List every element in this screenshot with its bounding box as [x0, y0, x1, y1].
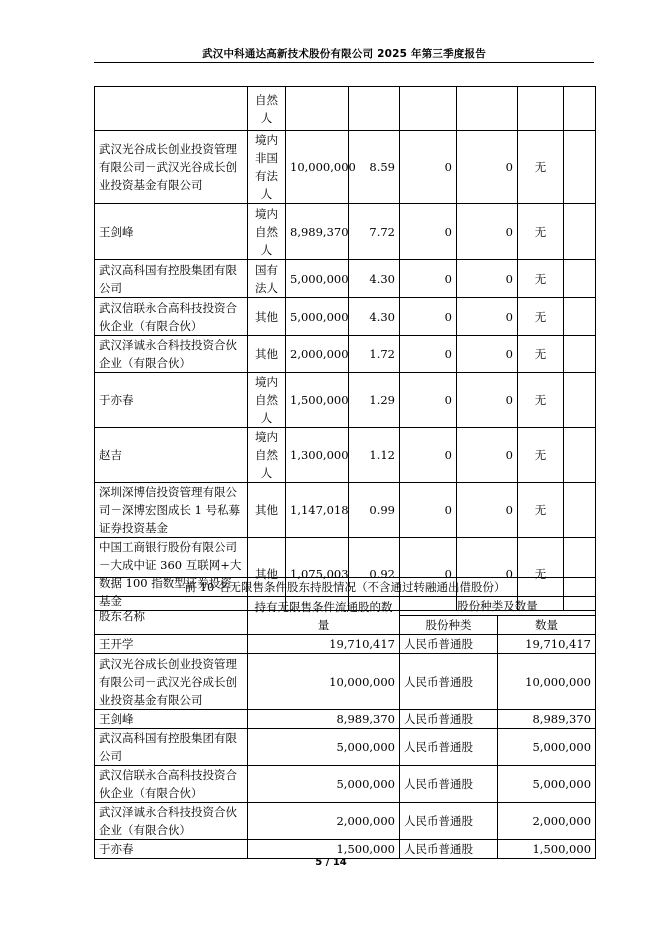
holder-shares: 19,710,417 — [248, 635, 400, 654]
column-header-shares: 持有无限售条件流通股的数量 — [248, 597, 400, 635]
holder-pct: 4.30 — [349, 298, 400, 336]
holder-pct: 0.92 — [349, 538, 400, 611]
report-header: 武汉中科通达高新技术股份有限公司 2025 年第三季度报告 — [202, 48, 486, 60]
holder-shares: 1,500,000 — [248, 840, 400, 859]
holder-name: 王开学 — [95, 635, 248, 654]
holder-name: 武汉高科国有控股集团有限公司 — [95, 260, 248, 298]
holder-status — [518, 87, 564, 131]
holder-shares: 1,075,003 — [286, 538, 349, 611]
holder-pct: 8.59 — [349, 131, 400, 204]
holder-pct: 1.12 — [349, 428, 400, 483]
holder-status: 无 — [518, 428, 564, 483]
table-row — [95, 131, 596, 204]
holder-extra — [564, 428, 596, 483]
holder-type: 自然人 — [248, 87, 286, 131]
holder-extra — [564, 336, 596, 373]
holder-name: 于亦春 — [95, 840, 248, 859]
holder-shares: 1,300,000 — [286, 428, 349, 483]
holder-name: 武汉光谷成长创业投资管理有限公司－武汉光谷成长创业投资基金有限公司 — [95, 131, 248, 204]
table-row — [95, 204, 596, 260]
column-header-name: 股东名称 — [95, 597, 248, 635]
holder-shares: 8,989,370 — [286, 204, 349, 260]
holder-kind: 人民币普通股 — [400, 710, 498, 729]
unrestricted-holders-table — [94, 577, 596, 859]
holder-name: 武汉高科国有控股集团有限公司 — [95, 729, 248, 766]
table-row — [95, 483, 596, 538]
top-holders-table — [94, 86, 596, 611]
table-row — [95, 373, 596, 428]
holder-shares: 5,000,000 — [286, 260, 349, 298]
table-row — [95, 803, 596, 840]
holder-type: 境内自然人 — [248, 428, 286, 483]
holder-pledged: 0 — [457, 260, 518, 298]
holder-pct: 7.72 — [349, 204, 400, 260]
section-title: 前 10 名无限售条件股东持股情况（不含通过转融通出借股份） — [95, 578, 596, 597]
holder-restricted: 0 — [400, 298, 457, 336]
holder-restricted: 0 — [400, 204, 457, 260]
holder-name: 武汉泽诚永合科技投资合伙企业（有限合伙） — [95, 803, 248, 840]
column-header-kind: 股份种类 — [400, 616, 498, 635]
holder-shares: 1,500,000 — [286, 373, 349, 428]
table-row — [95, 428, 596, 483]
holder-shares: 5,000,000 — [286, 298, 349, 336]
holder-restricted — [400, 87, 457, 131]
holder-type: 其他 — [248, 483, 286, 538]
holder-restricted: 0 — [400, 336, 457, 373]
table-row — [95, 260, 596, 298]
holder-name: 赵吉 — [95, 428, 248, 483]
table-row — [95, 766, 596, 803]
holder-name: 武汉信联永合高科技投资合伙企业（有限合伙） — [95, 766, 248, 803]
holder-name: 武汉信联永合高科技投资合伙企业（有限合伙） — [95, 298, 248, 336]
holder-status: 无 — [518, 260, 564, 298]
holder-pledged: 0 — [457, 483, 518, 538]
holder-type: 境内自然人 — [248, 204, 286, 260]
holder-restricted: 0 — [400, 428, 457, 483]
holder-restricted: 0 — [400, 260, 457, 298]
holder-pct: 4.30 — [349, 260, 400, 298]
holder-name: 王剑峰 — [95, 710, 248, 729]
holder-shares: 10,000,000 — [248, 654, 400, 710]
holder-shares: 10,000,000 — [286, 131, 349, 204]
column-header-qty: 数量 — [498, 616, 596, 635]
holder-extra — [564, 87, 596, 131]
holder-shares: 8,989,370 — [248, 710, 400, 729]
holder-kind: 人民币普通股 — [400, 635, 498, 654]
holder-status: 无 — [518, 204, 564, 260]
holder-restricted: 0 — [400, 373, 457, 428]
holder-extra — [564, 298, 596, 336]
holder-kind: 人民币普通股 — [400, 654, 498, 710]
holder-pledged: 0 — [457, 538, 518, 611]
holder-pct: 1.29 — [349, 373, 400, 428]
holder-name: 中国工商银行股份有限公司－大成中证 360 互联网+大数据 100 指数型证券投资基金 — [95, 538, 248, 611]
holder-status: 无 — [518, 538, 564, 611]
holder-name: 深圳深博信投资管理有限公司－深博宏图成长 1 号私募证券投资基金 — [95, 483, 248, 538]
table-row — [95, 654, 596, 710]
section-title-row — [95, 578, 596, 597]
holder-shares: 5,000,000 — [248, 766, 400, 803]
holder-status: 无 — [518, 336, 564, 373]
holder-extra — [564, 373, 596, 428]
table-row — [95, 840, 596, 859]
table-row — [95, 87, 596, 131]
holder-kind: 人民币普通股 — [400, 729, 498, 766]
holder-shares: 1,147,018 — [286, 483, 349, 538]
table-row — [95, 336, 596, 373]
holder-type: 其他 — [248, 336, 286, 373]
table-row — [95, 298, 596, 336]
holder-qty: 5,000,000 — [498, 729, 596, 766]
holder-pct: 0.99 — [349, 483, 400, 538]
holder-extra — [564, 483, 596, 538]
holder-status: 无 — [518, 483, 564, 538]
holder-extra — [564, 131, 596, 204]
holder-qty: 2,000,000 — [498, 803, 596, 840]
page-number: 5 / 14 — [315, 857, 347, 868]
holder-shares: 2,000,000 — [248, 803, 400, 840]
holder-status: 无 — [518, 298, 564, 336]
holder-pledged: 0 — [457, 428, 518, 483]
holder-status: 无 — [518, 373, 564, 428]
holder-pledged: 0 — [457, 204, 518, 260]
table-row — [95, 635, 596, 654]
holder-restricted: 0 — [400, 483, 457, 538]
holder-extra — [564, 260, 596, 298]
holder-kind: 人民币普通股 — [400, 840, 498, 859]
holder-restricted: 0 — [400, 131, 457, 204]
holder-type: 其他 — [248, 538, 286, 611]
holder-shares: 5,000,000 — [248, 729, 400, 766]
holder-shares — [286, 87, 349, 131]
holder-pledged: 0 — [457, 373, 518, 428]
holder-qty: 19,710,417 — [498, 635, 596, 654]
holder-name: 王剑峰 — [95, 204, 248, 260]
table-row — [95, 710, 596, 729]
holder-qty: 8,989,370 — [498, 710, 596, 729]
holder-pledged: 0 — [457, 298, 518, 336]
holder-type: 境内自然人 — [248, 373, 286, 428]
holder-pledged: 0 — [457, 336, 518, 373]
table-row — [95, 729, 596, 766]
holder-name: 武汉光谷成长创业投资管理有限公司－武汉光谷成长创业投资基金有限公司 — [95, 654, 248, 710]
holder-type: 其他 — [248, 298, 286, 336]
column-header-kind-qty: 股份种类及数量 — [400, 597, 596, 616]
holder-pledged: 0 — [457, 131, 518, 204]
holder-name: 于亦春 — [95, 373, 248, 428]
holder-qty: 10,000,000 — [498, 654, 596, 710]
holder-type: 国有法人 — [248, 260, 286, 298]
holder-status: 无 — [518, 131, 564, 204]
holder-qty: 5,000,000 — [498, 766, 596, 803]
holder-shares: 2,000,000 — [286, 336, 349, 373]
holder-kind: 人民币普通股 — [400, 803, 498, 840]
holder-kind: 人民币普通股 — [400, 766, 498, 803]
holder-pct: 1.72 — [349, 336, 400, 373]
holder-extra — [564, 204, 596, 260]
holder-name: 武汉泽诚永合科技投资合伙企业（有限合伙） — [95, 336, 248, 373]
holder-type: 境内非国有法人 — [248, 131, 286, 204]
holder-restricted: 0 — [400, 538, 457, 611]
header-divider — [94, 62, 594, 63]
header-row — [95, 597, 596, 616]
holder-pct — [349, 87, 400, 131]
holder-name — [95, 87, 248, 131]
holder-qty: 1,500,000 — [498, 840, 596, 859]
holder-pledged — [457, 87, 518, 131]
